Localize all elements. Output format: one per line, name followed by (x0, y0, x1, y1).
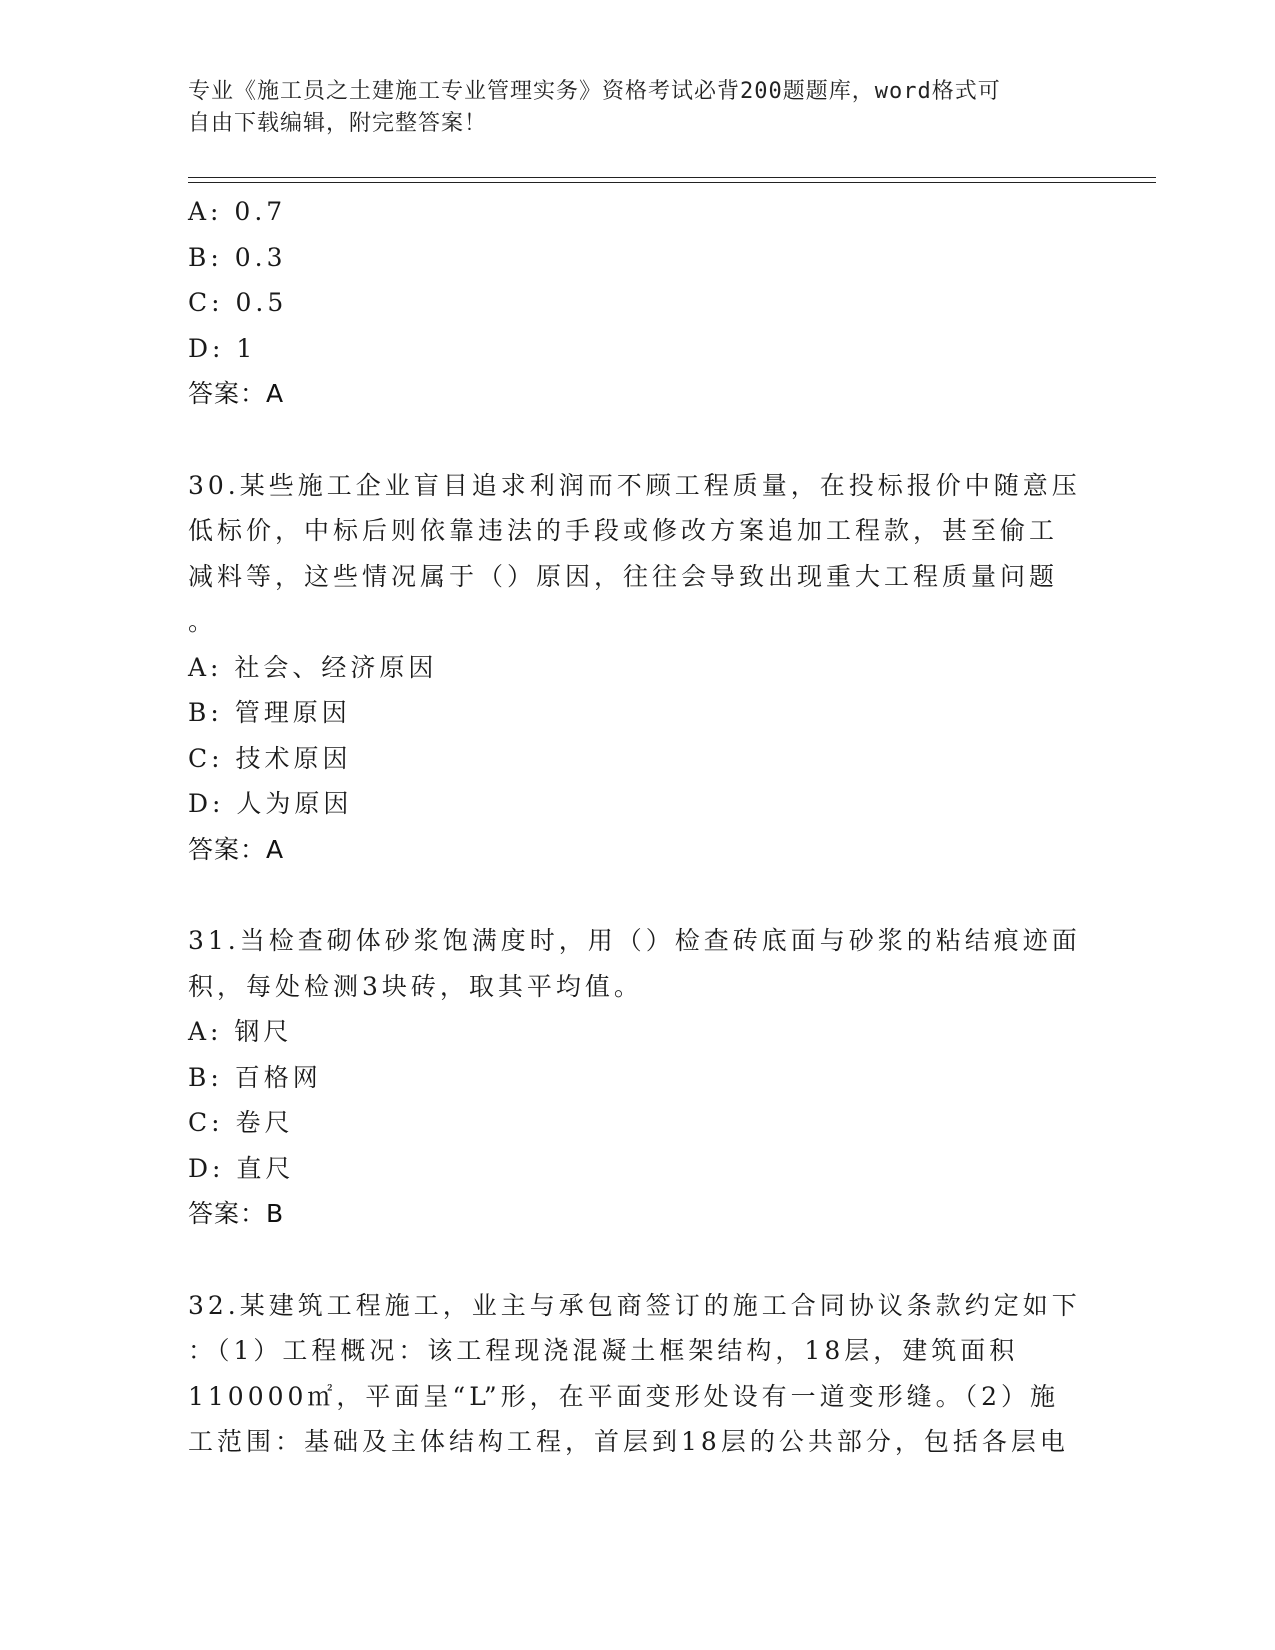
option-c: C: 卷尺 (188, 1108, 294, 1137)
question-text-line: 110000㎡，平面呈“L”形，在平面变形处设有一道变形缝。（2）施 (188, 1381, 1060, 1411)
question-content (188, 189, 1088, 1465)
option-c: C: 技术原因 (188, 743, 352, 773)
header-line-2: 自由下载编辑，附完整答案！ (188, 111, 488, 136)
question-text-line: 。 (188, 607, 218, 636)
question-32 (188, 1283, 1088, 1465)
option-a: A: 0.7 (188, 197, 287, 226)
question-text-line: 31.当检查砌体砂浆饱满度时，用（）检查砖底面与砂浆的粘结痕迹面 (188, 926, 1081, 955)
answer: 答案：A (188, 379, 285, 408)
page-header (188, 76, 1068, 140)
option-d: D: 1 (188, 333, 257, 363)
option-b: B: 管理原因 (188, 698, 351, 727)
question-31 (188, 918, 1088, 1237)
answer: 答案：A (188, 834, 285, 864)
option-d: D: 直尺 (188, 1153, 295, 1183)
header-line-1: 专业《施工员之土建施工专业管理实务》资格考试必背200题题库，word格式可 (188, 79, 1001, 104)
question-text-line: 低标价，中标后则依靠违法的手段或修改方案追加工程款，甚至偷工 (188, 516, 1059, 545)
question-30 (188, 463, 1088, 873)
option-b: B: 0.3 (188, 242, 287, 272)
option-a: A: 社会、经济原因 (188, 652, 438, 682)
question-text-line: 积，每处检测3块砖，取其平均值。 (188, 971, 643, 1001)
question-text-line: 减料等，这些情况属于（）原因，往往会导致出现重大工程质量问题 (188, 561, 1059, 591)
answer: 答案：B (188, 1199, 285, 1228)
question-text-line: 30.某些施工企业盲目追求利润而不顾工程质量，在投标报价中随意压 (188, 470, 1081, 500)
prev-question-options (188, 189, 1088, 417)
header-divider (188, 177, 1156, 183)
option-b: B: 百格网 (188, 1062, 322, 1092)
option-c: C: 0.5 (188, 288, 288, 317)
option-d: D: 人为原因 (188, 789, 353, 818)
question-text-line: 工范围：基础及主体结构工程，首层到18层的公共部分，包括各层电 (188, 1427, 1069, 1456)
option-a: A: 钢尺 (188, 1017, 293, 1046)
question-text-line: 32.某建筑工程施工，业主与承包商签订的施工合同协议条款约定如下 (188, 1290, 1081, 1320)
question-text-line: ：（1）工程概况：该工程现浇混凝土框架结构，18层，建筑面积 (188, 1336, 1019, 1365)
